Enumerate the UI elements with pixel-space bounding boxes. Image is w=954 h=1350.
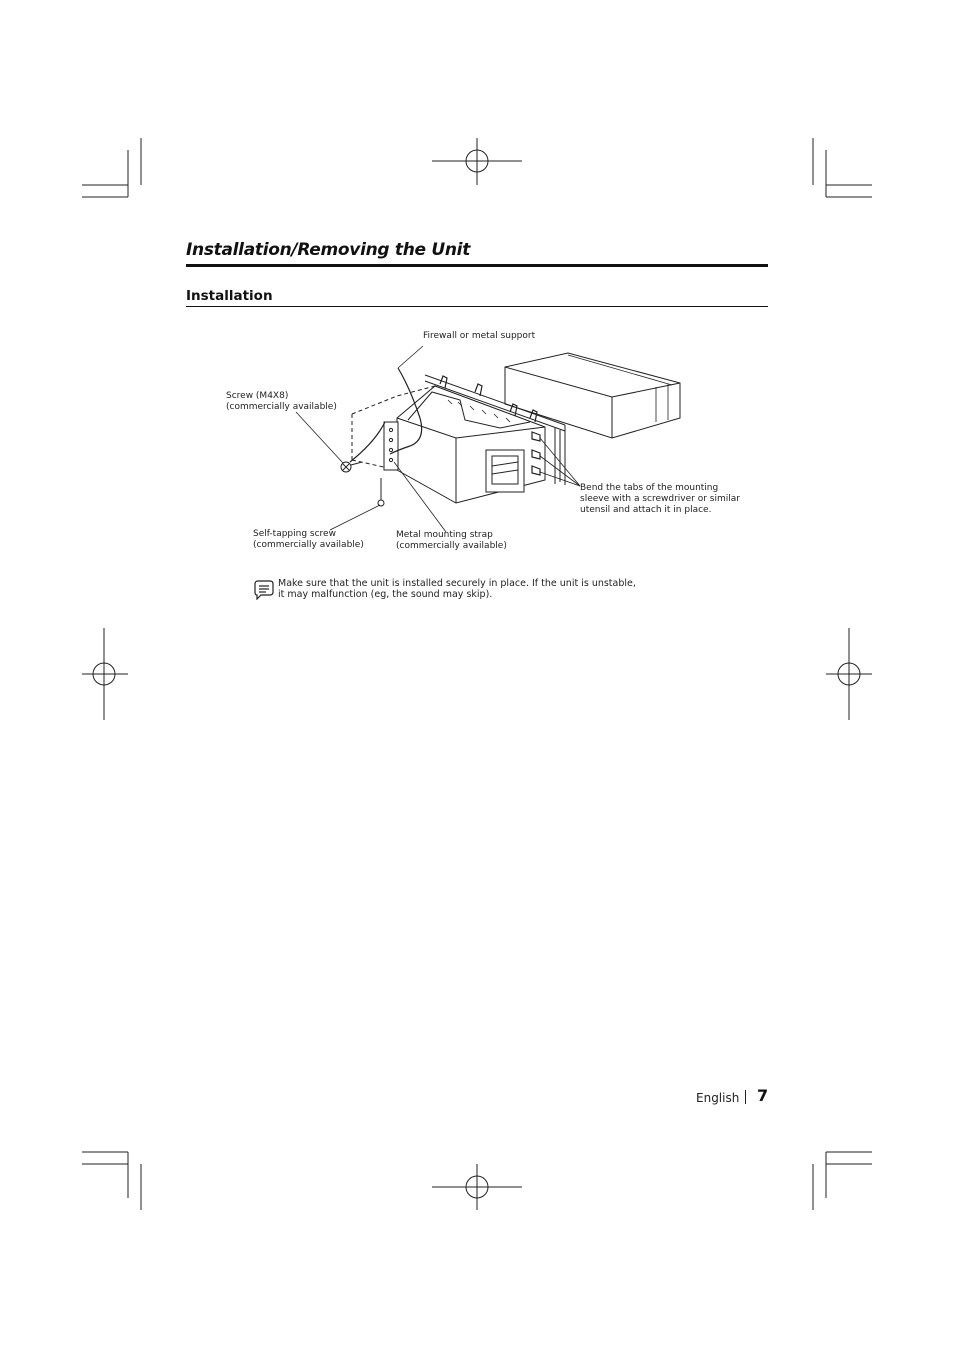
callout-firewall: Firewall or metal support (423, 331, 536, 341)
callout-metal-strap: Metal mounting strap (commercially available) (396, 530, 507, 551)
section-heading: Installation (186, 288, 273, 304)
page-title: Installation/Removing the Unit (186, 240, 471, 260)
callout-screw: Screw (M4X8) (commercially available) (226, 391, 337, 412)
callout-self-tapping-screw: Self-tapping screw (commercially available) (253, 529, 364, 550)
screw-m4x8 (341, 462, 362, 472)
footer-separator (745, 1090, 746, 1104)
footer-language: English (696, 1091, 740, 1105)
note-memo-icon (253, 580, 275, 600)
callout-bend-tabs: Bend the tabs of the mounting sleeve with a screwdriver or similar utensil and attach it in place. (580, 483, 740, 515)
page-number: 7 (757, 1086, 769, 1105)
note-text: Make sure that the unit is installed securely in place. If the unit is unstable, it may malfunction (eg, the sound may skip). (278, 578, 636, 600)
self-tapping-screw (378, 478, 384, 506)
